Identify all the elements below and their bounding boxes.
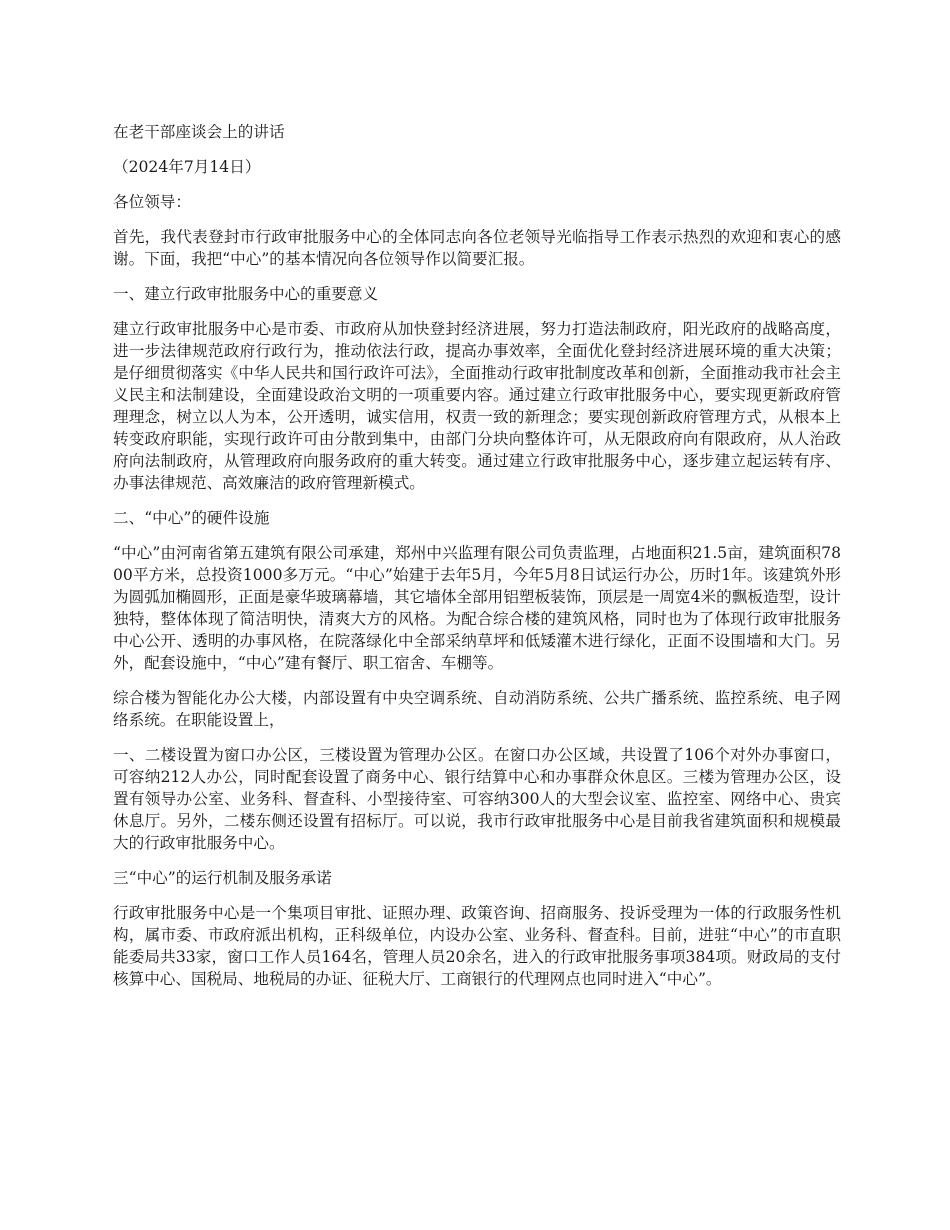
section-3-paragraph: 行政审批服务中心是一个集项目审批、证照办理、政策咨询、招商服务、投诉受理为一体的行政服务性机构，属市委、市政府派出机构，正科级单位，内设办公室、业务科、督查科。目前，进驻“中心”的市直职能委局共33家，窗口工作人员164名，管理人员20余名，进入的行政审批服务事项384项。财政局的支付核算中心、国税局、地税局的办证、征税大厅、工商银行的代理网点也同时进入“中心”。 — [113, 904, 841, 988]
document-date: （2024年7月14日） — [113, 158, 261, 176]
section-2-heading: 二、“中心”的硬件设施 — [113, 509, 270, 527]
salutation: 各位领导： — [113, 193, 191, 211]
document-body — [113, 121, 841, 1003]
section-1-paragraph: 建立行政审批服务中心是市委、市政府从加快登封经济进展，努力打造法制政府，阳光政府的战略高度，进一步法律规范政府行政行为，推动依法行政，提高办事效率，全面优化登封经济进展环境的重大决策；是仔细贯彻落实《中华人民共和国行政许可法》，全面推动行政审批制度改革和创新，全面推动我市社会主义民主和法制建设，全面建设政治文明的一项重要内容。通过建立行政审批服务中心，要实现更新政府管理理念，树立以人为本，公开透明，诚实信用，权责一致的新理念；要实现创新政府管理方式，从根本上转变政府职能，实现行政许可由分散到集中，由部门分块向整体许可，从无限政府向有限政府，从人治政府向法制政府，从管理政府向服务政府的重大转变。通过建立行政审批服务中心，逐步建立起运转有序、办事法律规范、高效廉洁的政府管理新模式。 — [113, 320, 841, 492]
intro-paragraph: 首先，我代表登封市行政审批服务中心的全体同志向各位老领导光临指导工作表示热烈的欢迎和衷心的感谢。下面，我把“中心”的基本情况向各位领导作以简要汇报。 — [113, 228, 841, 268]
document-title: 在老干部座谈会上的讲话 — [113, 123, 285, 141]
section-2-paragraph-1: “中心”由河南省第五建筑有限公司承建，郑州中兴监理有限公司负责监理，占地面积21.5亩，建筑面积7800平方米，总投资1000多万元。“中心”始建于去年5月，今年5月8日试运行办公，历时1年。该建筑外形为圆弧加椭圆形，正面是豪华玻璃幕墙，其它墙体全部用铝塑板装饰，顶层是一周宽4米的飘板造型，设计独特，整体体现了简洁明快，清爽大方的风格。为配合综合楼的建筑风格，同时也为了体现行政审批服务中心公开、透明的办事风格，在院落绿化中全部采纳草坪和低矮灌木进行绿化，正面不设围墙和大门。另外，配套设施中，“中心”建有餐厅、职工宿舍、车棚等。 — [113, 544, 842, 672]
section-3-heading: 三“中心”的运行机制及服务承诺 — [113, 869, 332, 887]
section-2-paragraph-2: 综合楼为智能化办公大楼，内部设置有中央空调系统、自动消防系统、公共广播系统、监控系统、电子网络系统。在职能设置上， — [113, 689, 841, 729]
section-1-heading: 一、建立行政审批服务中心的重要意义 — [113, 285, 379, 303]
section-2-paragraph-3: 一、二楼设置为窗口办公区，三楼设置为管理办公区。在窗口办公区域，共设置了106个对外办事窗口，可容纳212人办公，同时配套设置了商务中心、银行结算中心和办事群众休息区。三楼为管理办公区，设置有领导办公室、业务科、督查科、小型接待室、可容纳300人的大型会议室、监控室、网络中心、贵宾休息厅。另外，二楼东侧还设置有招标厅。可以说，我市行政审批服务中心是目前我省建筑面积和规模最大的行政审批服务中心。 — [113, 746, 841, 852]
